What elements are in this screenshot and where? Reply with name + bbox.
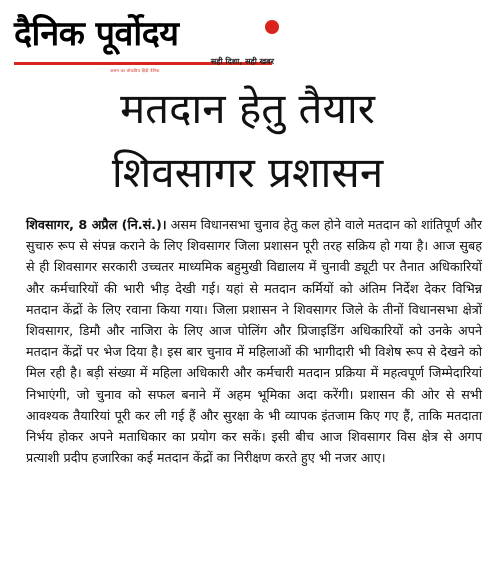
- newspaper-masthead: [10, 8, 280, 78]
- logo-tagline: सही दिशा, सही खबर: [210, 57, 274, 66]
- article-text: असम विधानसभा चुनाव हेतु कल होने वाले मतदान को शांतिपूर्ण और सुचारु रूप से संपन्न कराने के लिए शिवसागर जिला प्रशासन पूरी तरह सक्रिय हो गया है। आज सुबह से ही शिवसागर सरकारी उच्चतर माध्यमिक बहुमुखी विद्यालय में चुनावी ड्यूटी पर तैनात अधिकारियों और कर्मचारियों की भारी भीड़ देखी गई। यहां से मतदान कर्मियों को अंतिम निर्देश देकर विभिन्न मतदान केंद्रों के लिए रवाना किया गया। जिला प्रशासन ने शिवसागर जिले के तीनों विधानसभा क्षेत्रों शिवसागर, डिमौ और नाजिरा के लिए आज पोलिंग और प्रिजाइडिंग अधिकारियों को उनके अपने मतदान केंद्रों पर भेज दिया है। इस बार चुनाव में महिलाओं की भागीदारी भी विशेष रूप से देखने को मिल रही है। बड़ी संख्या में महिला अधिकारी और कर्मचारी मतदान प्रक्रिया में महत्वपूर्ण जिम्मेदारियां निभाएंगी, जो चुनाव को सफल बनाने में अहम भूमिका अदा करेंगी। प्रशासन की ओर से सभी आवश्यक तैयारियां पूरी कर ली गई हैं और सुरक्षा के भी व्यापक इंतजाम किए गए हैं, ताकि मतदाता निर्भय होकर अपने मताधिकार का प्रयोग कर सकें। इसी बीच आज शिवसागर विस क्षेत्र से अगप प्रत्याशी प्रदीप हजारिका कई मतदान केंद्रों का निरीक्षण करते हुए भी नजर आए।: [26, 217, 482, 466]
- newspaper-logo: दैनिक पूर्वोदय: [14, 14, 179, 54]
- article-body: [26, 214, 482, 564]
- headline-line-2: शिवसागर प्रशासन: [111, 148, 384, 197]
- logo-red-dot: [265, 20, 279, 34]
- logo-subtext: असम का लोकप्रिय हिंदी दैनिक: [110, 68, 160, 73]
- headline-line-1: मतदान हेतु तैयार: [120, 84, 375, 133]
- dateline: शिवसागर, 8 अप्रैल (नि.सं.)।: [26, 217, 167, 232]
